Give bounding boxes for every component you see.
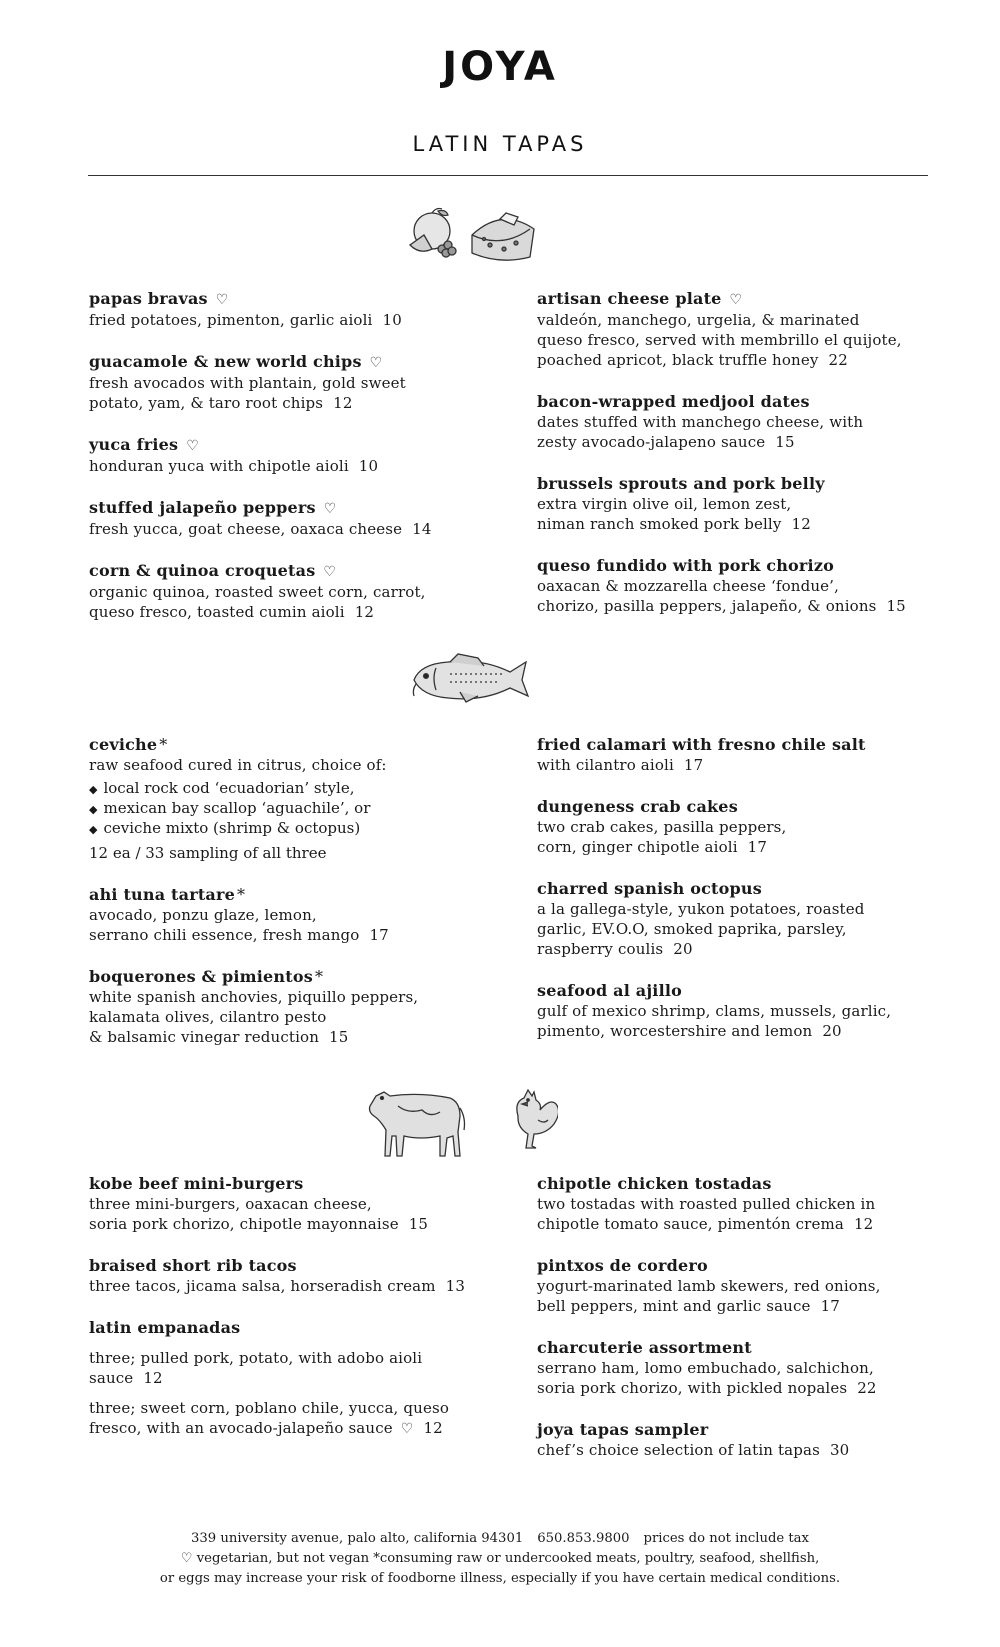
vegetarian-icon: ♡ — [215, 292, 229, 308]
footer — [0, 1529, 1000, 1589]
menu-subtitle: LATIN TAPAS — [412, 132, 588, 156]
item-name: fried calamari with fresno chile salt — [537, 735, 866, 754]
empanada-option — [89, 1398, 499, 1439]
item-description: zesty avocado-jalapeno sauce — [537, 433, 766, 451]
item-price: 17 — [820, 1297, 840, 1315]
item-price: 17 — [683, 756, 704, 774]
restaurant-name: JOYA — [442, 44, 558, 90]
item-price: 10 — [382, 311, 402, 329]
list-item: ◆ ceviche mixto (shrimp & octopus) — [89, 819, 361, 837]
menu-item — [537, 556, 957, 616]
menu-item — [537, 797, 957, 857]
menu-item — [89, 885, 499, 945]
item-description: white spanish anchovies, piquillo peppers, — [89, 988, 419, 1006]
item-price: 13 — [445, 1277, 466, 1295]
item-price: 22 — [828, 351, 848, 369]
item-name: charcuterie assortment — [537, 1338, 752, 1357]
item-description: soria pork chorizo, with pickled nopales — [537, 1379, 848, 1397]
item-description: raw seafood cured in citrus, choice of: — [89, 756, 387, 774]
footer-line-legend — [0, 1549, 1000, 1569]
section1-left-column — [89, 289, 499, 644]
item-name: boquerones & pimientos — [89, 967, 313, 986]
item-name: braised short rib tacos — [89, 1256, 297, 1275]
item-description: dates stuffed with manchego cheese, with — [537, 413, 864, 431]
item-name: guacamole & new world chips — [89, 352, 362, 371]
vegetarian-icon: ♡ — [323, 501, 337, 517]
item-description: kalamata olives, cilantro pesto — [89, 1008, 327, 1026]
menu-item — [89, 735, 499, 863]
section2-left-column — [89, 735, 499, 1069]
item-price: 14 — [412, 520, 432, 538]
raw-warning-mark: * — [237, 885, 246, 904]
empanada-option — [89, 1348, 499, 1388]
item-description: garlic, EV.O.O, smoked paprika, parsley, — [537, 920, 847, 938]
menu-item — [89, 352, 499, 413]
item-description: chorizo, pasilla peppers, jalapeño, & onions — [537, 597, 877, 615]
raw-food-warning: *consuming raw or undercooked meats, poultry, seafood, shellfish, — [373, 1551, 820, 1566]
item-description: three mini-burgers, oaxacan cheese, — [89, 1195, 372, 1213]
item-description: soria pork chorizo, chipotle mayonnaise — [89, 1215, 399, 1233]
item-description: three; pulled pork, potato, with adobo aioli — [89, 1349, 423, 1367]
menu-item — [89, 435, 499, 476]
item-price: 12 ea / 33 sampling of all three — [89, 844, 327, 862]
item-name: brussels sprouts and pork belly — [537, 474, 825, 493]
item-description: two crab cakes, pasilla peppers, — [537, 818, 787, 836]
item-price: 10 — [358, 457, 379, 475]
vegetarian-icon: ♡ — [180, 1551, 193, 1566]
menu-item — [537, 1174, 957, 1234]
section3-left-column — [89, 1174, 499, 1461]
item-description: fresco, with an avocado-jalapeño sauce — [89, 1419, 393, 1437]
item-description: a la gallega-style, yukon potatoes, roasted — [537, 900, 865, 918]
diamond-bullet-icon: ◆ — [89, 803, 98, 816]
item-price: 15 — [886, 597, 906, 615]
menu-item — [89, 967, 499, 1047]
menu-item — [537, 1420, 957, 1460]
item-name: ceviche — [89, 735, 158, 754]
item-name: stuffed jalapeño peppers — [89, 498, 316, 517]
item-price: 12 — [423, 1419, 443, 1437]
item-name: corn & quinoa croquetas — [89, 561, 316, 580]
item-name: chipotle chicken tostadas — [537, 1174, 772, 1193]
menu-item — [537, 289, 957, 370]
vegetarian-icon: ♡ — [323, 564, 337, 580]
menu-item — [89, 498, 499, 539]
address: 339 university avenue, palo alto, california 94301 — [191, 1531, 524, 1546]
vegetarian-icon: ♡ — [186, 438, 199, 454]
item-price: 15 — [775, 433, 795, 451]
item-price: 30 — [829, 1441, 850, 1459]
item-description: organic quinoa, roasted sweet corn, carrot, — [89, 583, 426, 601]
vegetarian-legend: vegetarian, but not vegan — [196, 1551, 370, 1566]
item-description: serrano chili essence, fresh mango — [89, 926, 360, 944]
item-price: 20 — [673, 940, 693, 958]
menu-item — [89, 1318, 499, 1439]
item-price: 12 — [333, 394, 353, 412]
menu-item — [537, 1338, 957, 1398]
item-description: two tostadas with roasted pulled chicken in — [537, 1195, 876, 1213]
item-description: potato, yam, & taro root chips — [89, 394, 324, 412]
raw-warning-mark: * — [314, 967, 324, 986]
menu-item — [537, 1256, 957, 1316]
item-description: queso fresco, served with membrillo el quijote, — [537, 331, 902, 349]
item-price: 15 — [408, 1215, 429, 1233]
item-price: 12 — [354, 603, 375, 621]
item-description: oaxacan & mozzarella cheese ‘fondue’, — [537, 577, 840, 595]
list-item: ◆ local rock cod ‘ecuadorian’ style, — [89, 779, 355, 797]
menu-item — [537, 981, 957, 1041]
diamond-bullet-icon: ◆ — [89, 783, 98, 796]
item-name: pintxos de cordero — [537, 1256, 708, 1275]
item-description: & balsamic vinegar reduction — [89, 1028, 320, 1046]
item-description: fresh avocados with plantain, gold sweet — [89, 374, 406, 392]
fruit-and-cheese-icon — [400, 205, 540, 265]
menu-item — [89, 561, 499, 622]
vegetarian-icon: ♡ — [729, 292, 743, 308]
item-price: 22 — [857, 1379, 877, 1397]
fish-icon — [410, 652, 534, 704]
item-name: joya tapas sampler — [537, 1420, 709, 1439]
item-description: honduran yuca with chipotle aioli — [89, 457, 349, 475]
cow-and-rooster-icon — [368, 1086, 558, 1160]
item-description: fresh yucca, goat cheese, oaxaca cheese — [89, 520, 403, 538]
item-name: yuca fries — [89, 435, 179, 454]
menu-item — [537, 735, 957, 775]
item-description: three tacos, jicama salsa, horseradish cream — [89, 1277, 436, 1295]
item-price: 12 — [791, 515, 811, 533]
section1-right-column — [537, 289, 957, 638]
item-description: extra virgin olive oil, lemon zest, — [537, 495, 792, 513]
item-description: sauce — [89, 1369, 134, 1387]
item-description: queso fresco, toasted cumin aioli — [89, 603, 345, 621]
item-description: niman ranch smoked pork belly — [537, 515, 782, 533]
menu-item — [89, 1256, 499, 1296]
item-name: papas bravas — [89, 289, 208, 308]
item-description: valdeón, manchego, urgelia, & marinated — [537, 311, 860, 329]
item-name: latin empanadas — [89, 1318, 241, 1337]
menu-item — [537, 392, 957, 452]
item-name: charred spanish octopus — [537, 879, 762, 898]
header-divider — [88, 175, 928, 176]
item-price: 17 — [747, 838, 768, 856]
item-name: seafood al ajillo — [537, 981, 683, 1000]
item-description: yogurt-marinated lamb skewers, red onions, — [537, 1277, 881, 1295]
diamond-bullet-icon: ◆ — [89, 823, 98, 836]
item-description: serrano ham, lomo embuchado, salchichon, — [537, 1359, 874, 1377]
raw-food-warning-continued: or eggs may increase your risk of foodborne illness, especially if you have certain medical conditions. — [159, 1571, 841, 1586]
item-description: three; sweet corn, poblano chile, yucca, queso — [89, 1399, 450, 1417]
item-price: 15 — [329, 1028, 349, 1046]
item-description: bell peppers, mint and garlic sauce — [537, 1297, 811, 1315]
item-description: gulf of mexico shrimp, clams, mussels, garlic, — [537, 1002, 892, 1020]
item-name: ahi tuna tartare — [89, 885, 235, 904]
menu-item — [89, 1174, 499, 1234]
item-description: avocado, ponzu glaze, lemon, — [89, 906, 317, 924]
menu-item — [89, 289, 499, 330]
item-description: fried potatoes, pimenton, garlic aioli — [89, 311, 373, 329]
item-description: raspberry coulis — [537, 940, 664, 958]
phone-number: 650.853.9800 — [537, 1531, 630, 1546]
item-name: queso fundido with pork chorizo — [537, 556, 834, 575]
vegetarian-icon: ♡ — [400, 1421, 414, 1437]
item-description: pimento, worcestershire and lemon — [537, 1022, 813, 1040]
vegetarian-icon: ♡ — [369, 355, 383, 371]
raw-warning-mark: * — [159, 735, 168, 754]
item-price: 20 — [822, 1022, 842, 1040]
section2-right-column — [537, 735, 957, 1063]
item-description: chipotle tomato sauce, pimentón crema — [537, 1215, 844, 1233]
item-name: bacon-wrapped medjool dates — [537, 392, 810, 411]
ceviche-options — [89, 779, 499, 839]
item-description: poached apricot, black truffle honey — [537, 351, 819, 369]
item-description: with cilantro aioli — [537, 756, 674, 774]
section3-right-column — [537, 1174, 957, 1482]
item-description: corn, ginger chipotle aioli — [537, 838, 738, 856]
menu-item — [537, 879, 957, 959]
menu-item — [537, 474, 957, 534]
footer-line-contact — [0, 1529, 1000, 1549]
list-item: ◆ mexican bay scallop ‘aguachile’, or — [89, 799, 371, 817]
item-price: 17 — [369, 926, 389, 944]
item-description: chef’s choice selection of latin tapas — [537, 1441, 820, 1459]
item-price: 12 — [853, 1215, 874, 1233]
item-name: dungeness crab cakes — [537, 797, 738, 816]
tax-note: prices do not include tax — [643, 1531, 809, 1546]
item-name: kobe beef mini-burgers — [89, 1174, 304, 1193]
item-price: 12 — [143, 1369, 163, 1387]
item-name: artisan cheese plate — [537, 289, 722, 308]
